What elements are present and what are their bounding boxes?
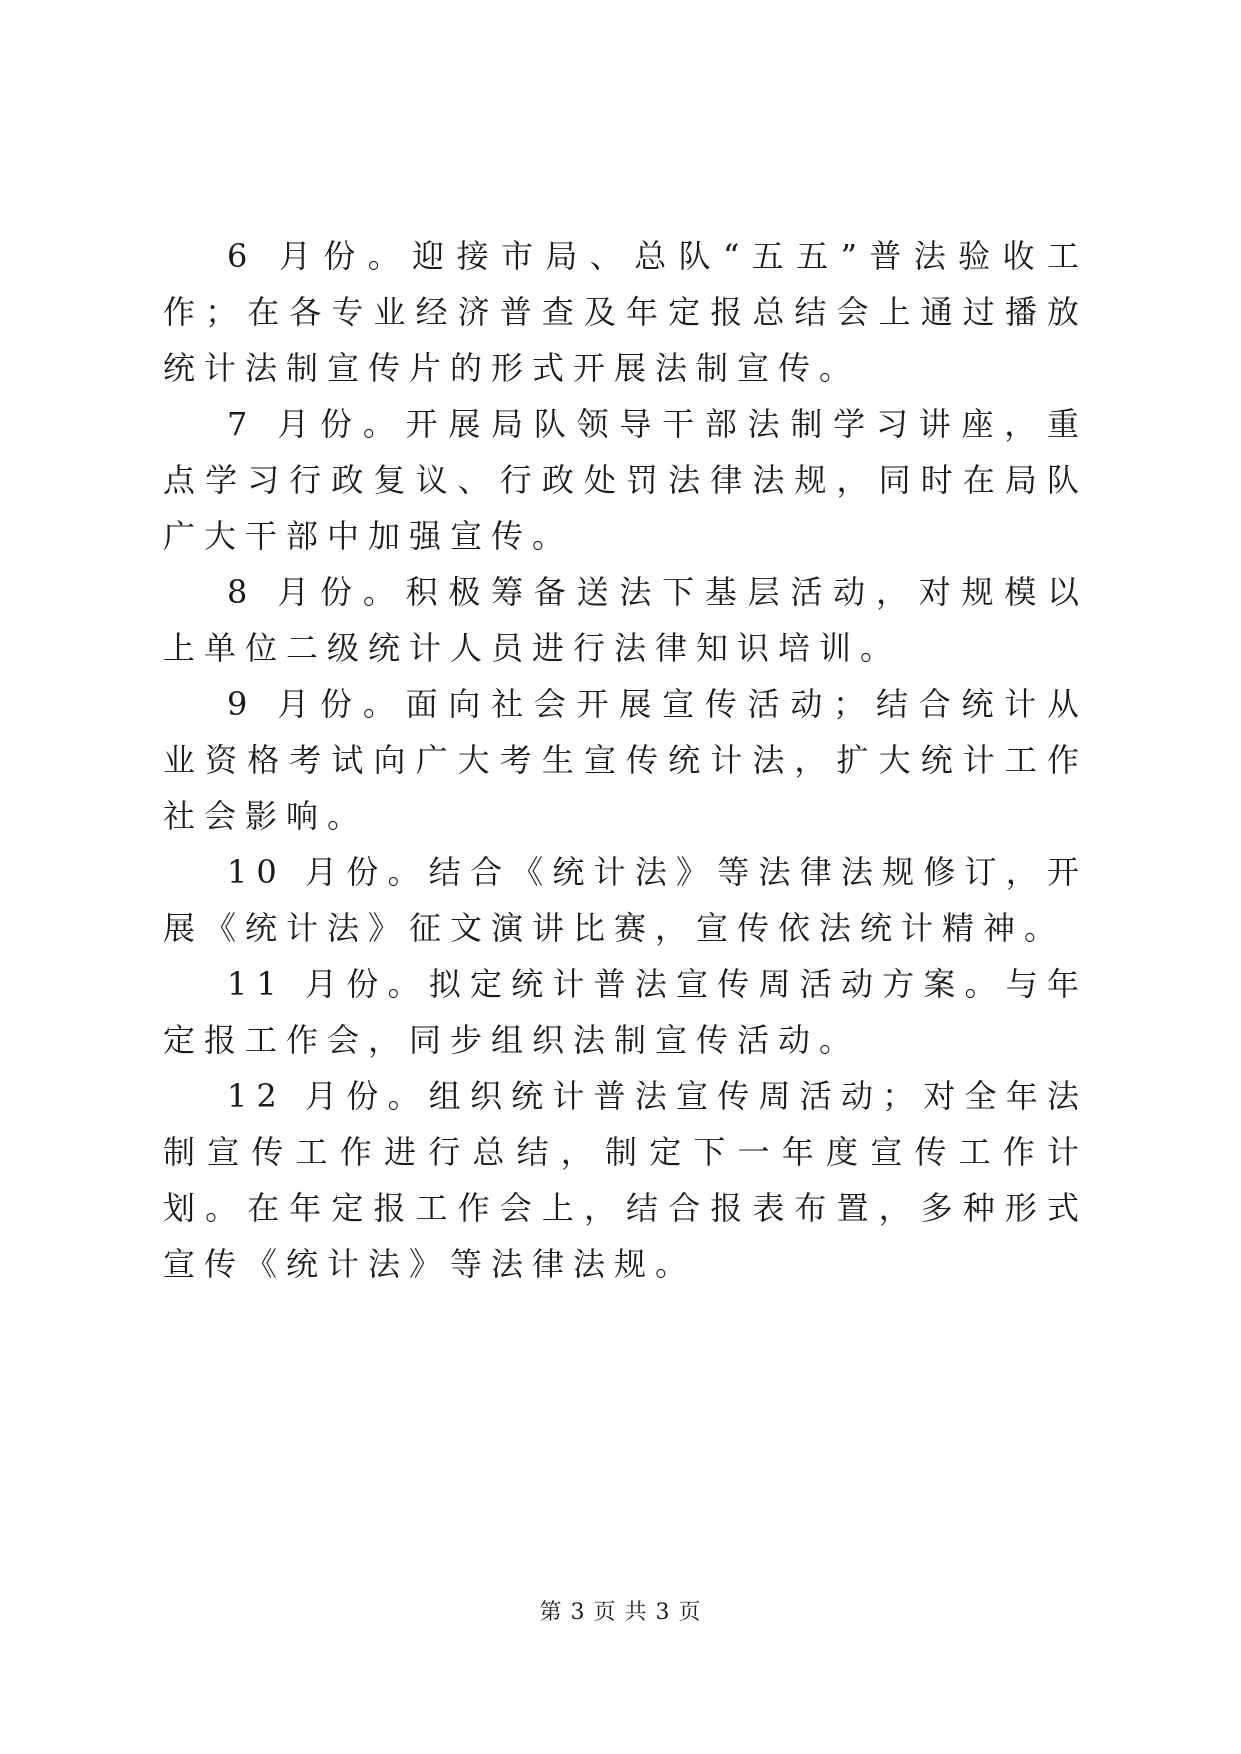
document-body [163,228,1088,1292]
paragraph-december: 12 月份。组织统计普法宣传周活动；对全年法制宣传工作进行总结，制定下一年度宣传工作计划。在年定报工作会上，结合报表布置，多种形式宣传《统计法》等法律法规。 [163,1077,1088,1283]
paragraph-september: 9 月份。面向社会开展宣传活动；结合统计从业资格考试向广大考生宣传统计法，扩大统计工作社会影响。 [163,685,1088,835]
paragraph-august: 8 月份。积极筹备送法下基层活动，对规模以上单位二级统计人员进行法律知识培训。 [163,573,1088,667]
paragraph-november: 11 月份。拟定统计普法宣传周活动方案。与年定报工作会，同步组织法制宣传活动。 [163,965,1088,1059]
paragraph-october: 10 月份。结合《统计法》等法律法规修订，开展《统计法》征文演讲比赛，宣传依法统计精神。 [163,853,1088,947]
page-footer [0,1598,1241,1628]
page-number-label: 第 3 页 共 3 页 [539,1600,702,1625]
paragraph-july: 7 月份。开展局队领导干部法制学习讲座，重点学习行政复议、行政处罚法律法规，同时在局队广大干部中加强宣传。 [163,405,1088,555]
paragraph-june: 6 月份。迎接市局、总队“五五”普法验收工作；在各专业经济普查及年定报总结会上通过播放统计法制宣传片的形式开展法制宣传。 [163,237,1088,387]
